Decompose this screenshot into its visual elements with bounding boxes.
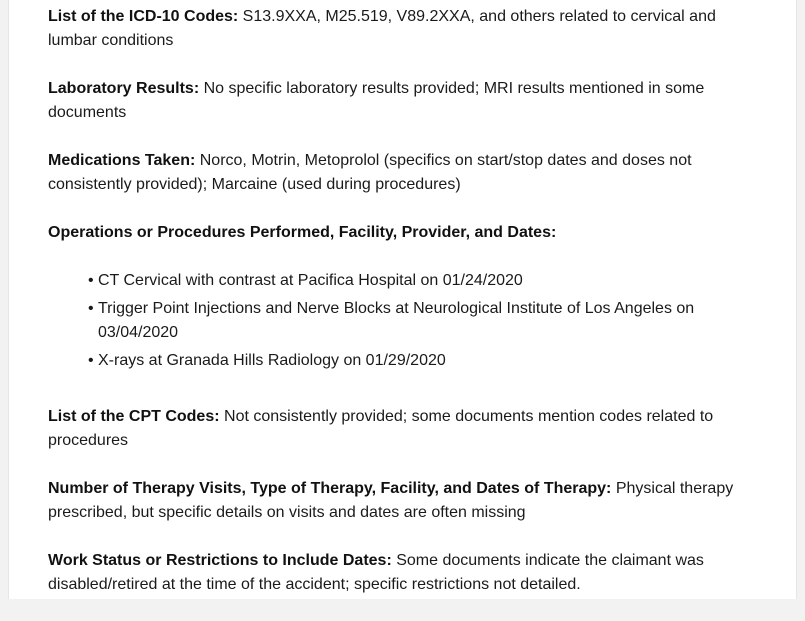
medications-paragraph — [48, 149, 748, 197]
lab-results-paragraph — [48, 77, 748, 125]
procedure-item-text: Trigger Point Injections and Nerve Blocks at Neurological Institute of Los Angeles on 03/04/2020 — [98, 300, 695, 341]
therapy-label: Number of Therapy Visits, Type of Therapy, Facility, and Dates of Therapy: — [48, 480, 612, 497]
therapy-text: Physical therapy prescribed, but specific details on visits and dates are often missing — [48, 480, 734, 521]
icd10-text: S13.9XXA, M25.519, V89.2XXA, and others related to cervical and lumbar conditions — [48, 8, 716, 49]
bullet-icon: • — [88, 352, 94, 369]
procedure-item-text: CT Cervical with contrast at Pacifica Hospital on 01/24/2020 — [98, 272, 523, 289]
lab-results-label: Laboratory Results: — [48, 80, 200, 97]
document-content — [48, 5, 748, 621]
icd10-paragraph — [48, 5, 748, 53]
list-item — [88, 297, 748, 345]
procedures-label: Operations or Procedures Performed, Facility, Provider, and Dates: — [48, 224, 557, 241]
cpt-label: List of the CPT Codes: — [48, 408, 220, 425]
procedure-item-text: X-rays at Granada Hills Radiology on 01/29/2020 — [98, 352, 446, 369]
document-page — [8, 0, 797, 599]
cpt-paragraph — [48, 405, 748, 453]
procedures-heading-paragraph — [48, 221, 748, 245]
list-item — [88, 349, 748, 373]
medications-text: Norco, Motrin, Metoprolol (specifics on start/stop dates and doses not consistently provided); Marcaine (used during procedures) — [48, 152, 692, 193]
bullet-icon: • — [88, 272, 94, 289]
cpt-text: Not consistently provided; some documents mention codes related to procedures — [48, 408, 714, 449]
procedures-list — [48, 269, 748, 373]
work-status-label: Work Status or Restrictions to Include Dates: — [48, 552, 392, 569]
work-status-paragraph — [48, 549, 748, 597]
bullet-icon: • — [88, 300, 94, 317]
lab-results-text: No specific laboratory results provided; MRI results mentioned in some documents — [48, 80, 705, 121]
list-item — [88, 269, 748, 293]
work-status-text: Some documents indicate the claimant was disabled/retired at the time of the accident; specific restrictions not detailed. — [48, 552, 704, 593]
medications-label: Medications Taken: — [48, 152, 196, 169]
icd10-label: List of the ICD-10 Codes: — [48, 8, 239, 25]
therapy-paragraph — [48, 477, 748, 525]
